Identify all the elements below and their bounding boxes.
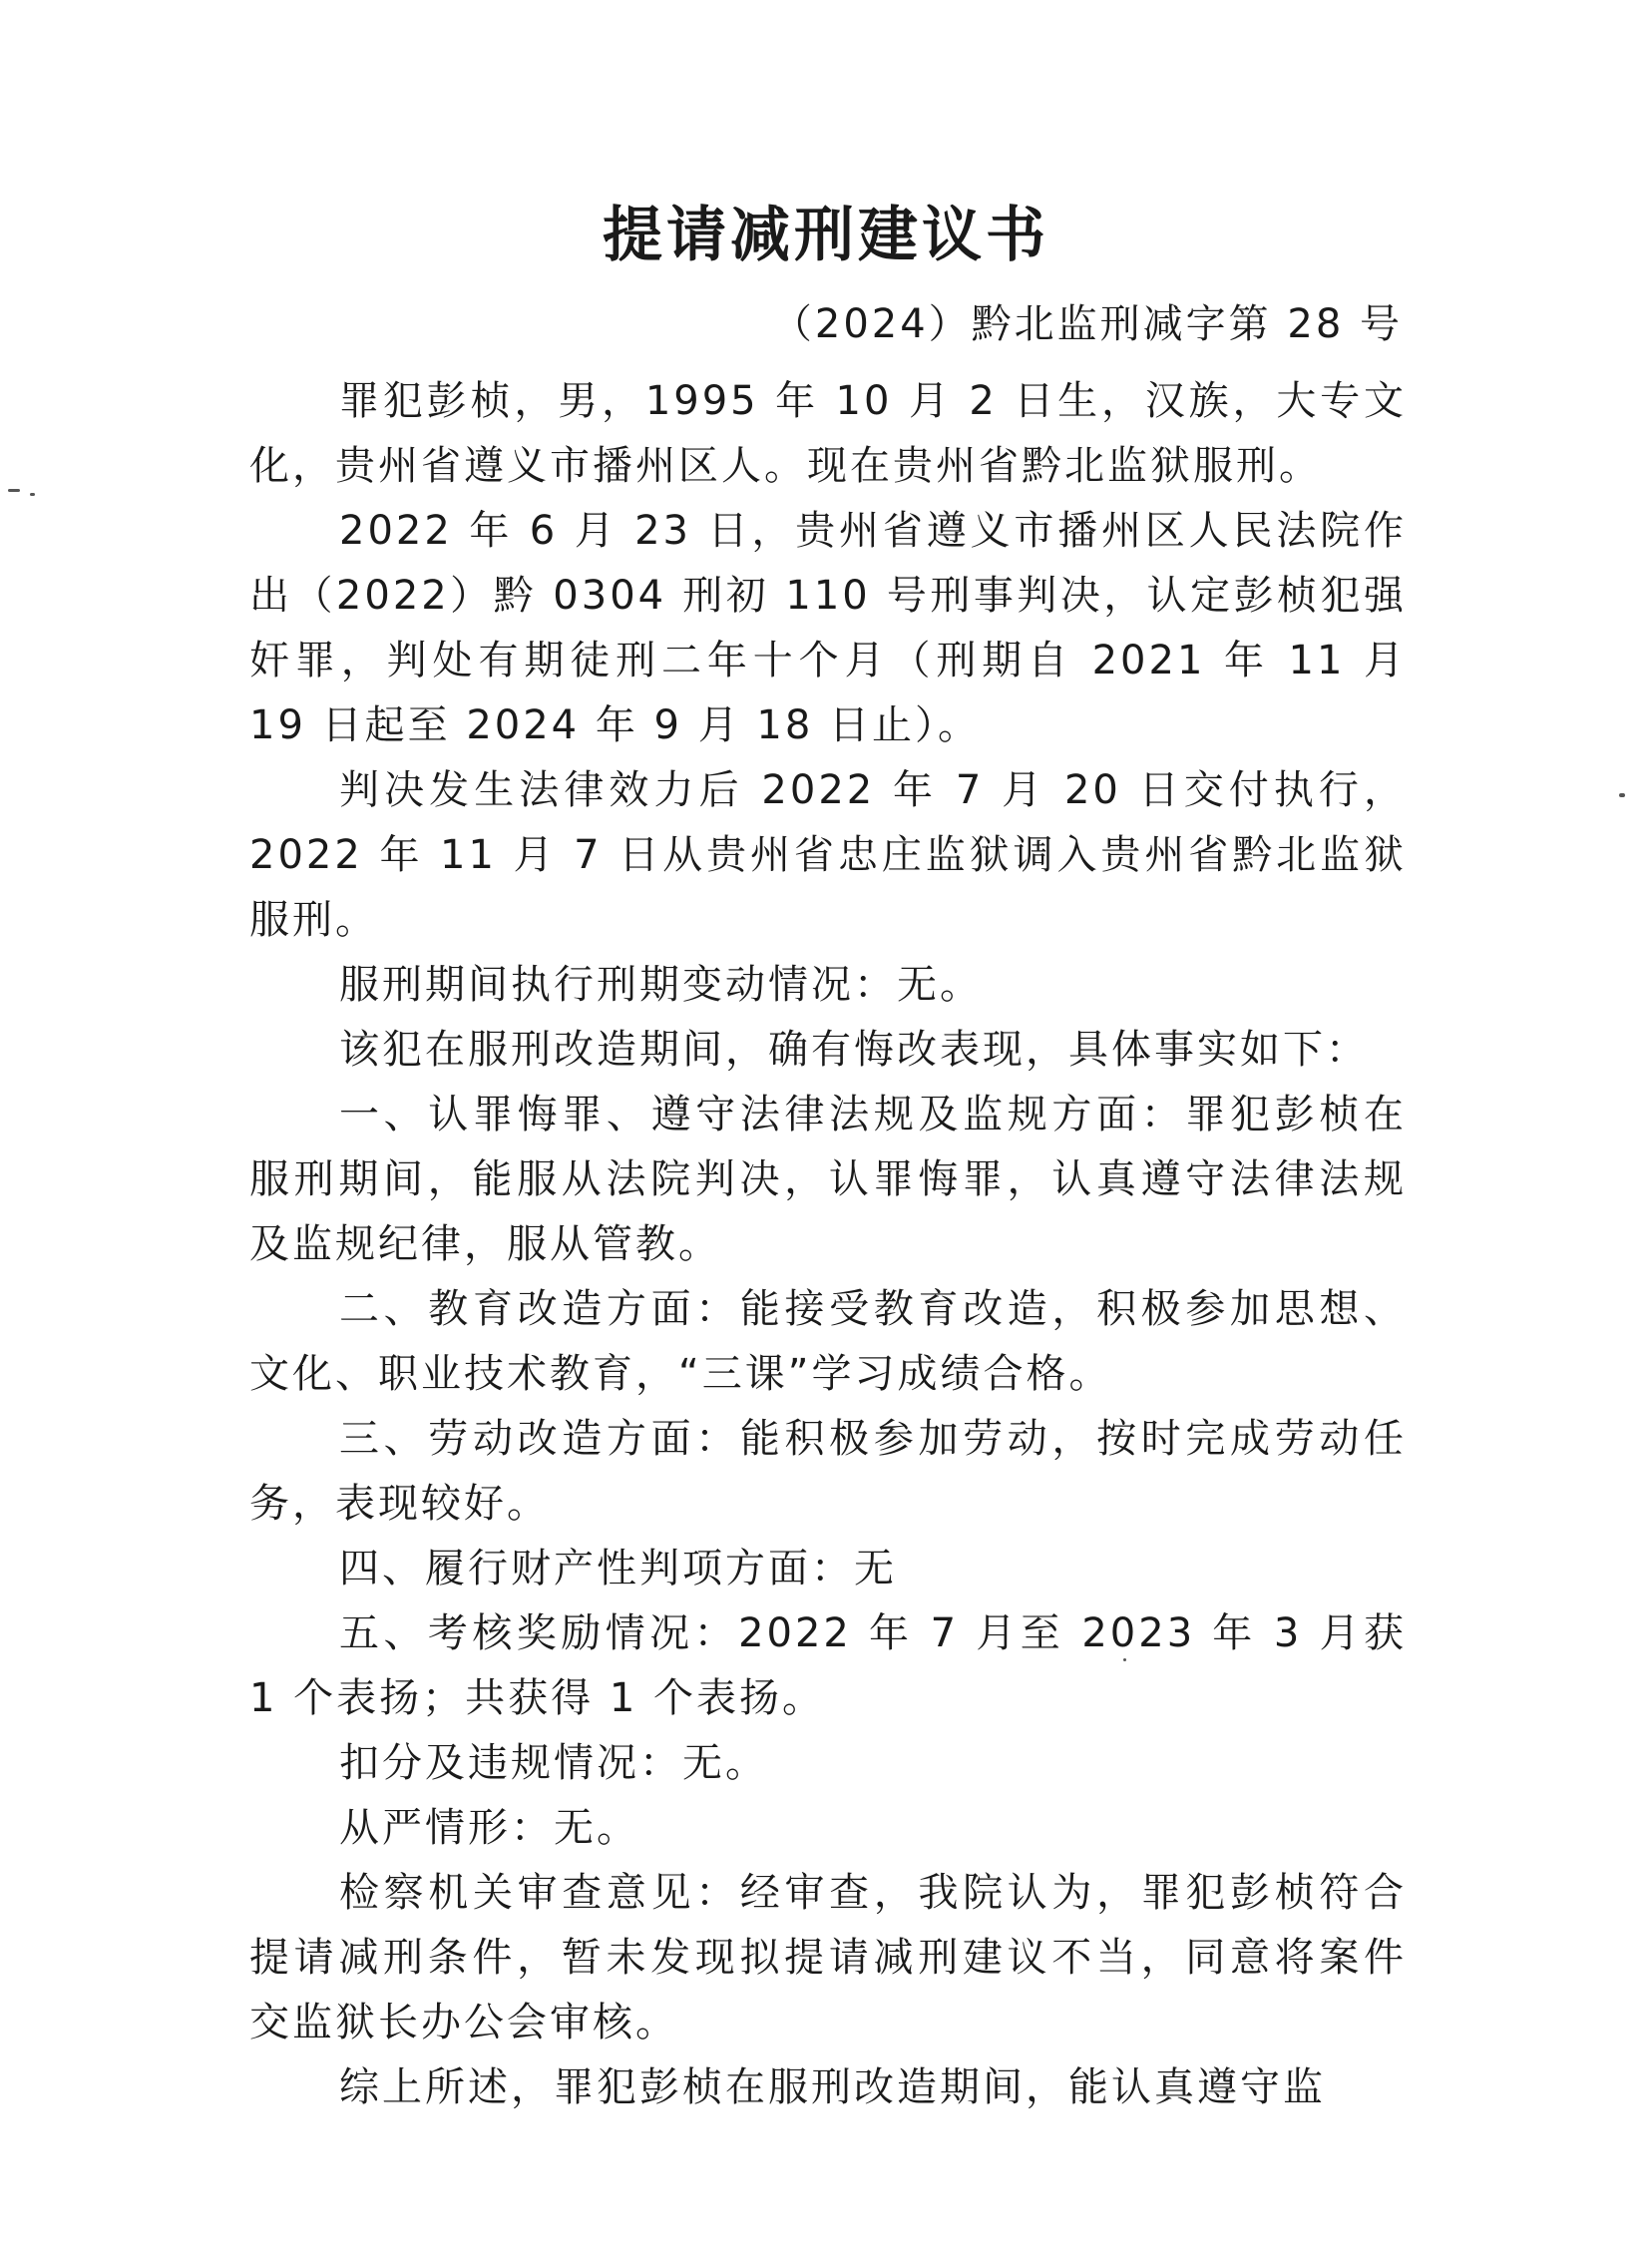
scan-speck — [1123, 1658, 1126, 1661]
document-number: （2024）黔北监刑减字第 28 号 — [771, 301, 1403, 347]
scan-speck — [8, 489, 20, 492]
document-body — [249, 369, 1407, 2120]
paragraph-judgment: 2022 年 6 月 23 日，贵州省遵义市播州区人民法院作出（2022）黔 0304 刑初 110 号刑事判决，认定彭桢犯强奸罪，判处有期徒刑二年十个月（刑期自 2021 年 11 月 19 日起至 2024 年 9 月 18 日止）。 — [249, 508, 1407, 748]
paragraph-item-4: 四、履行财产性判项方面：无 — [339, 1546, 897, 1591]
scan-speck — [1619, 793, 1625, 797]
paragraph-repentance-intro: 该犯在服刑改造期间，确有悔改表现，具体事实如下： — [339, 1027, 1369, 1073]
paragraph-item-1: 一、认罪悔罪、遵守法律法规及监规方面：罪犯彭桢在服刑期间，能服从法院判决，认罪悔罪，认真遵守法律法规及监规纪律，服从管教。 — [249, 1092, 1407, 1267]
paragraph-item-5: 五、考核奖励情况：2022 年 7 月至 2023 年 3 月获 1 个表扬；共获得 1 个表扬。 — [249, 1610, 1407, 1721]
paragraph-execution: 判决发生法律效力后 2022 年 7 月 20 日交付执行，2022 年 11 月 7 日从贵州省忠庄监狱调入贵州省黔北监狱服刑。 — [249, 767, 1407, 943]
paragraph-procuratorate-opinion: 检察机关审查意见：经审查，我院认为，罪犯彭桢符合提请减刑条件，暂未发现拟提请减刑建议不当，同意将案件交监狱长办公会审核。 — [249, 1870, 1407, 2045]
paragraph-strict-circumstances: 从严情形：无。 — [339, 1805, 639, 1851]
scan-speck — [30, 493, 35, 496]
paragraph-item-3: 三、劳动改造方面：能积极参加劳动，按时完成劳动任务，表现较好。 — [249, 1416, 1407, 1527]
paragraph-item-2: 二、教育改造方面：能接受教育改造，积极参加思想、文化、职业技术教育，“三课”学习成绩合格。 — [249, 1286, 1407, 1397]
paragraph-summary: 综上所述，罪犯彭桢在服刑改造期间，能认真遵守监 — [339, 2064, 1326, 2110]
document-title: 提请减刑建议书 — [603, 201, 1049, 270]
paragraph-deductions: 扣分及违规情况：无。 — [339, 1740, 768, 1786]
paragraph-criminal-info: 罪犯彭桢，男，1995 年 10 月 2 日生，汉族，大专文化，贵州省遵义市播州区人。现在贵州省黔北监狱服刑。 — [249, 378, 1407, 489]
paragraph-sentence-change: 服刑期间执行刑期变动情况：无。 — [339, 962, 983, 1008]
